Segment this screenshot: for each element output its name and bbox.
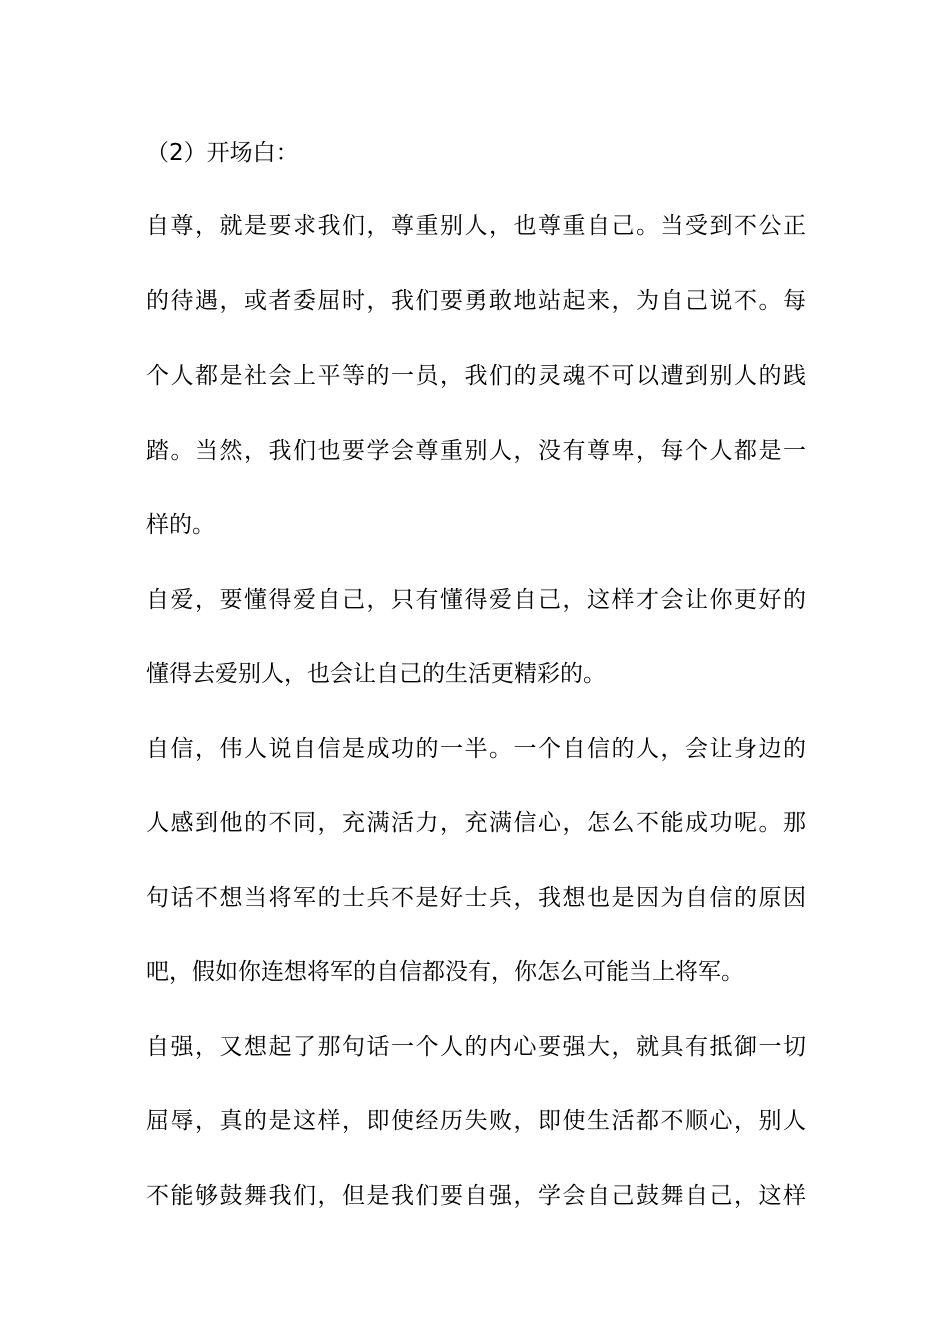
text-line: 屈辱，真的是这样，即使经历失败，即使生活都不顺心，别人: [146, 1108, 806, 1134]
text-line: 自信，伟人说自信是成功的一半。一个自信的人，会让身边的: [146, 736, 806, 762]
text-line: 自尊，就是要求我们，尊重别人，也尊重自己。当受到不公正: [146, 213, 806, 239]
text-line: 吧，假如你连想将军的自信都没有，你怎么可能当上将军。: [146, 959, 744, 985]
text-line: 懂得去爱别人，也会让自己的生活更精彩的。: [146, 661, 606, 687]
section-heading: （2）开场白：: [146, 140, 299, 166]
text-line: 踏。当然，我们也要学会尊重别人，没有尊卑，每个人都是一: [146, 438, 806, 464]
text-line: 自强，又想起了那句话一个人的内心要强大，就具有抵御一切: [146, 1034, 806, 1060]
text-line: 的待遇，或者委屈时，我们要勇敢地站起来，为自己说不。每: [146, 288, 806, 314]
text-line: 样的。: [146, 512, 215, 538]
text-line: 个人都是社会上平等的一员，我们的灵魂不可以遭到别人的践: [146, 363, 806, 389]
text-line: 不能够鼓舞我们，但是我们要自强，学会自己鼓舞自己，这样: [146, 1183, 806, 1209]
text-line: 自爱，要懂得爱自己，只有懂得爱自己，这样才会让你更好的: [146, 587, 806, 613]
text-line: 人感到他的不同，充满活力，充满信心，怎么不能成功呢。那: [146, 810, 806, 836]
text-line: 句话不想当将军的士兵不是好士兵，我想也是因为自信的原因: [146, 885, 806, 911]
